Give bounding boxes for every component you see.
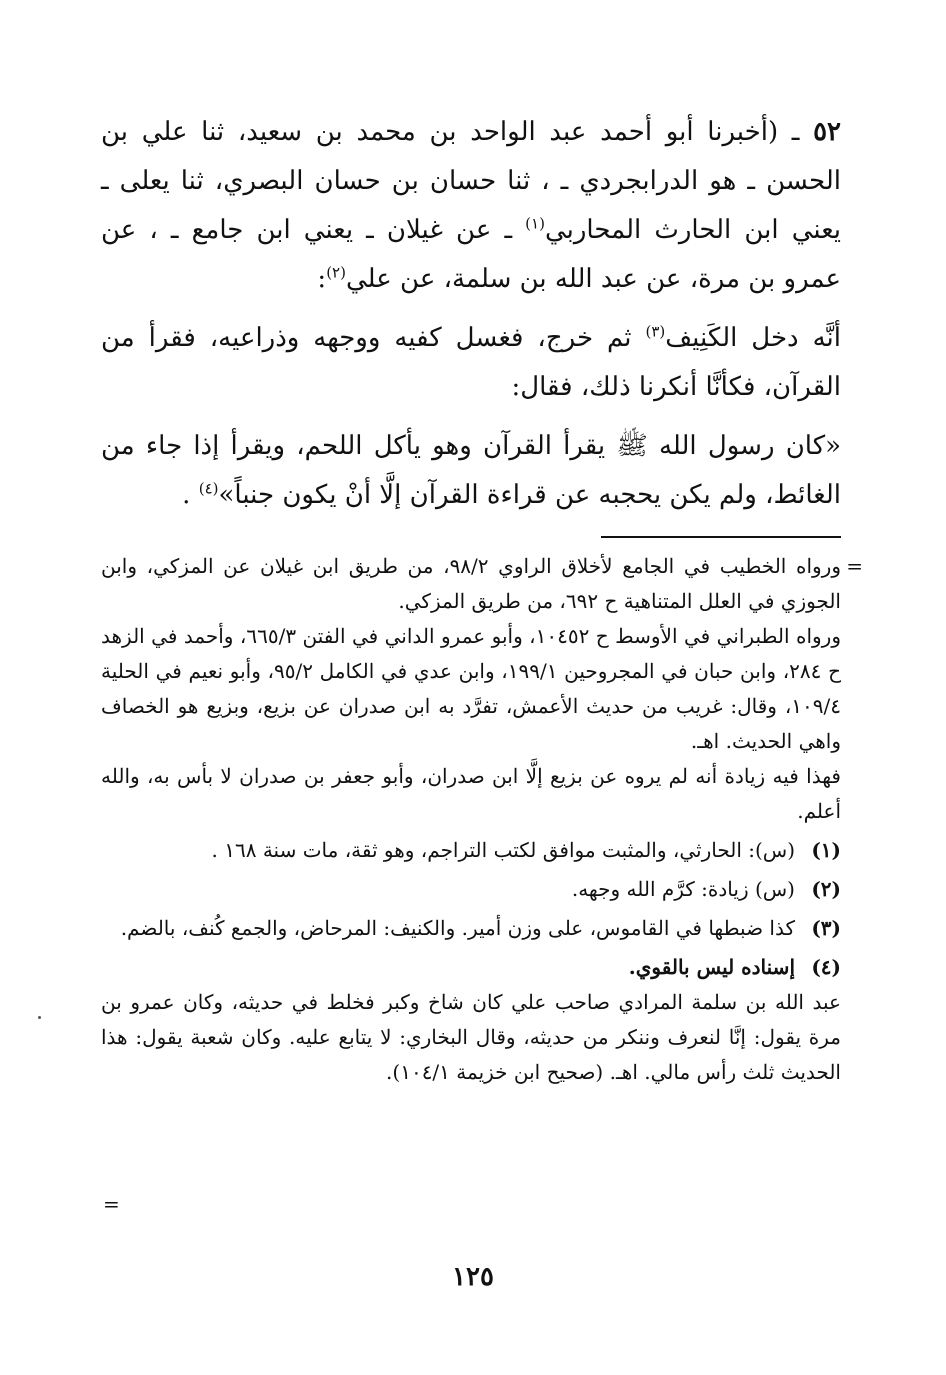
footnote-text: كذا ضبطها في القاموس، على وزن أمير. والكنيف: المرحاض، والجمع كُنف، بالضم. <box>120 916 795 940</box>
scan-speck <box>38 1016 41 1019</box>
footnote-3 <box>101 911 841 946</box>
footnote-number: (٣) <box>811 916 841 940</box>
footnote-number: (٢) <box>811 877 841 901</box>
footnote-text: (س) زيادة: كرَّم الله وجهه. <box>571 877 795 901</box>
footnote-number: (١) <box>811 838 841 862</box>
continued-note-para-2: ورواه الطبراني في الأوسط ح ١٠٤٥٢، وأبو عمرو الداني في الفتن ٦٦٥/٣، وأحمد في الزهد ح ٢٨٤، وابن حبان في المجروحين ١٩٩/١، وابن عدي في الكامل ٩٥/٢، وأبو نعيم في الحلية ١٠٩/٤، وقال: غريب من حديث الأعمش، تفرَّد به ابن صدران عن بزيع، وبزيع هو الخصاف واهي الحديث. اهـ. <box>101 624 841 753</box>
matn-end: . <box>182 480 199 510</box>
footnote-2 <box>101 872 841 907</box>
footnote-number: (٤) <box>811 955 841 979</box>
isnad-text-b: ـ عن غيلان ـ يعني ابن جامع ـ ، عن عمرو بن مرة، عن عبد الله بن سلمة، عن علي <box>101 215 841 294</box>
continued-note-para-3: فهذا فيه زيادة أنه لم يروه عن بزيع إلَّا ابن صدران، وأبو جعفر بن صدران لا بأس به، والله أعلم. <box>101 764 841 823</box>
hadith-number: ٥٢ <box>813 117 841 147</box>
main-text <box>101 108 841 530</box>
continuation-mark: = <box>846 554 863 578</box>
footnote-text: (س): الحارثي، والمثبت موافق لكتب التراجم، وهو ثقة، مات سنة ١٦٨ . <box>211 838 795 862</box>
footnotes-area <box>101 549 863 1090</box>
hadith-paragraph <box>101 108 841 304</box>
footnote-ref-3[interactable]: (٣) <box>645 322 666 341</box>
footnote-text: إسناده ليس بالقوي. <box>628 955 795 979</box>
footnote-1 <box>101 833 841 868</box>
footnote-4 <box>101 950 841 985</box>
footnote-ref-1[interactable]: (١) <box>525 214 545 233</box>
isnad-text-a: ـ (أخبرنا أبو أحمد عبد الواحد بن محمد بن سعيد، ثنا علي بن الحسن ـ هو الدرابجردي ـ ، ثنا حسان بن حسان البصري، ثنا يعلى ـ يعني ابن الحارث المحاربي <box>101 117 841 245</box>
narration-paragraph <box>101 314 841 412</box>
narration-text-b: ثم خرج، فغسل كفيه ووجهه وذراعيه، فقرأ من القرآن، فكأنَّا أنكرنا ذلك، فقال: <box>101 323 841 402</box>
narration-text-a: أنَّه دخل الكَنِيف <box>665 323 841 353</box>
footnote-4-detail: عبد الله بن سلمة المرادي صاحب علي كان شاخ وكبر فخلط في حديثه، وكان عمرو بن مرة يقول: إنَّا لنعرف وننكر من حديثه، وقال البخاري: لا يتابع عليه. وكان شعبة يقول: هذا الحديث ثلث رأس مالي. اهـ. (صحيح ابن خزيمة ١٠٤/١). <box>101 990 841 1084</box>
matn-text: «كان رسول الله ﷺ يقرأ القرآن وهو يأكل اللحم، ويقرأ إذا جاء من الغائط، ولم يكن يحجبه عن قراءة القرآن إلَّا أنْ يكون جنباً» <box>101 431 841 510</box>
continued-note <box>101 549 863 829</box>
footnote-separator <box>601 536 841 538</box>
continuation-mark-end: = <box>103 1192 120 1216</box>
page-number: ١٢٥ <box>452 1262 494 1292</box>
isnad-text-c: : <box>317 264 327 294</box>
footnote-ref-2[interactable]: (٢) <box>326 263 346 282</box>
footnote-ref-4[interactable]: (٤) <box>198 479 219 498</box>
continued-note-para-1: ورواه الخطيب في الجامع لأخلاق الراوي ٩٨/٢، من طريق ابن غيلان عن المزكي، وابن الجوزي في العلل المتناهية ح ٦٩٢، من طريق المزكي. <box>101 554 842 613</box>
matn-paragraph <box>101 422 841 520</box>
